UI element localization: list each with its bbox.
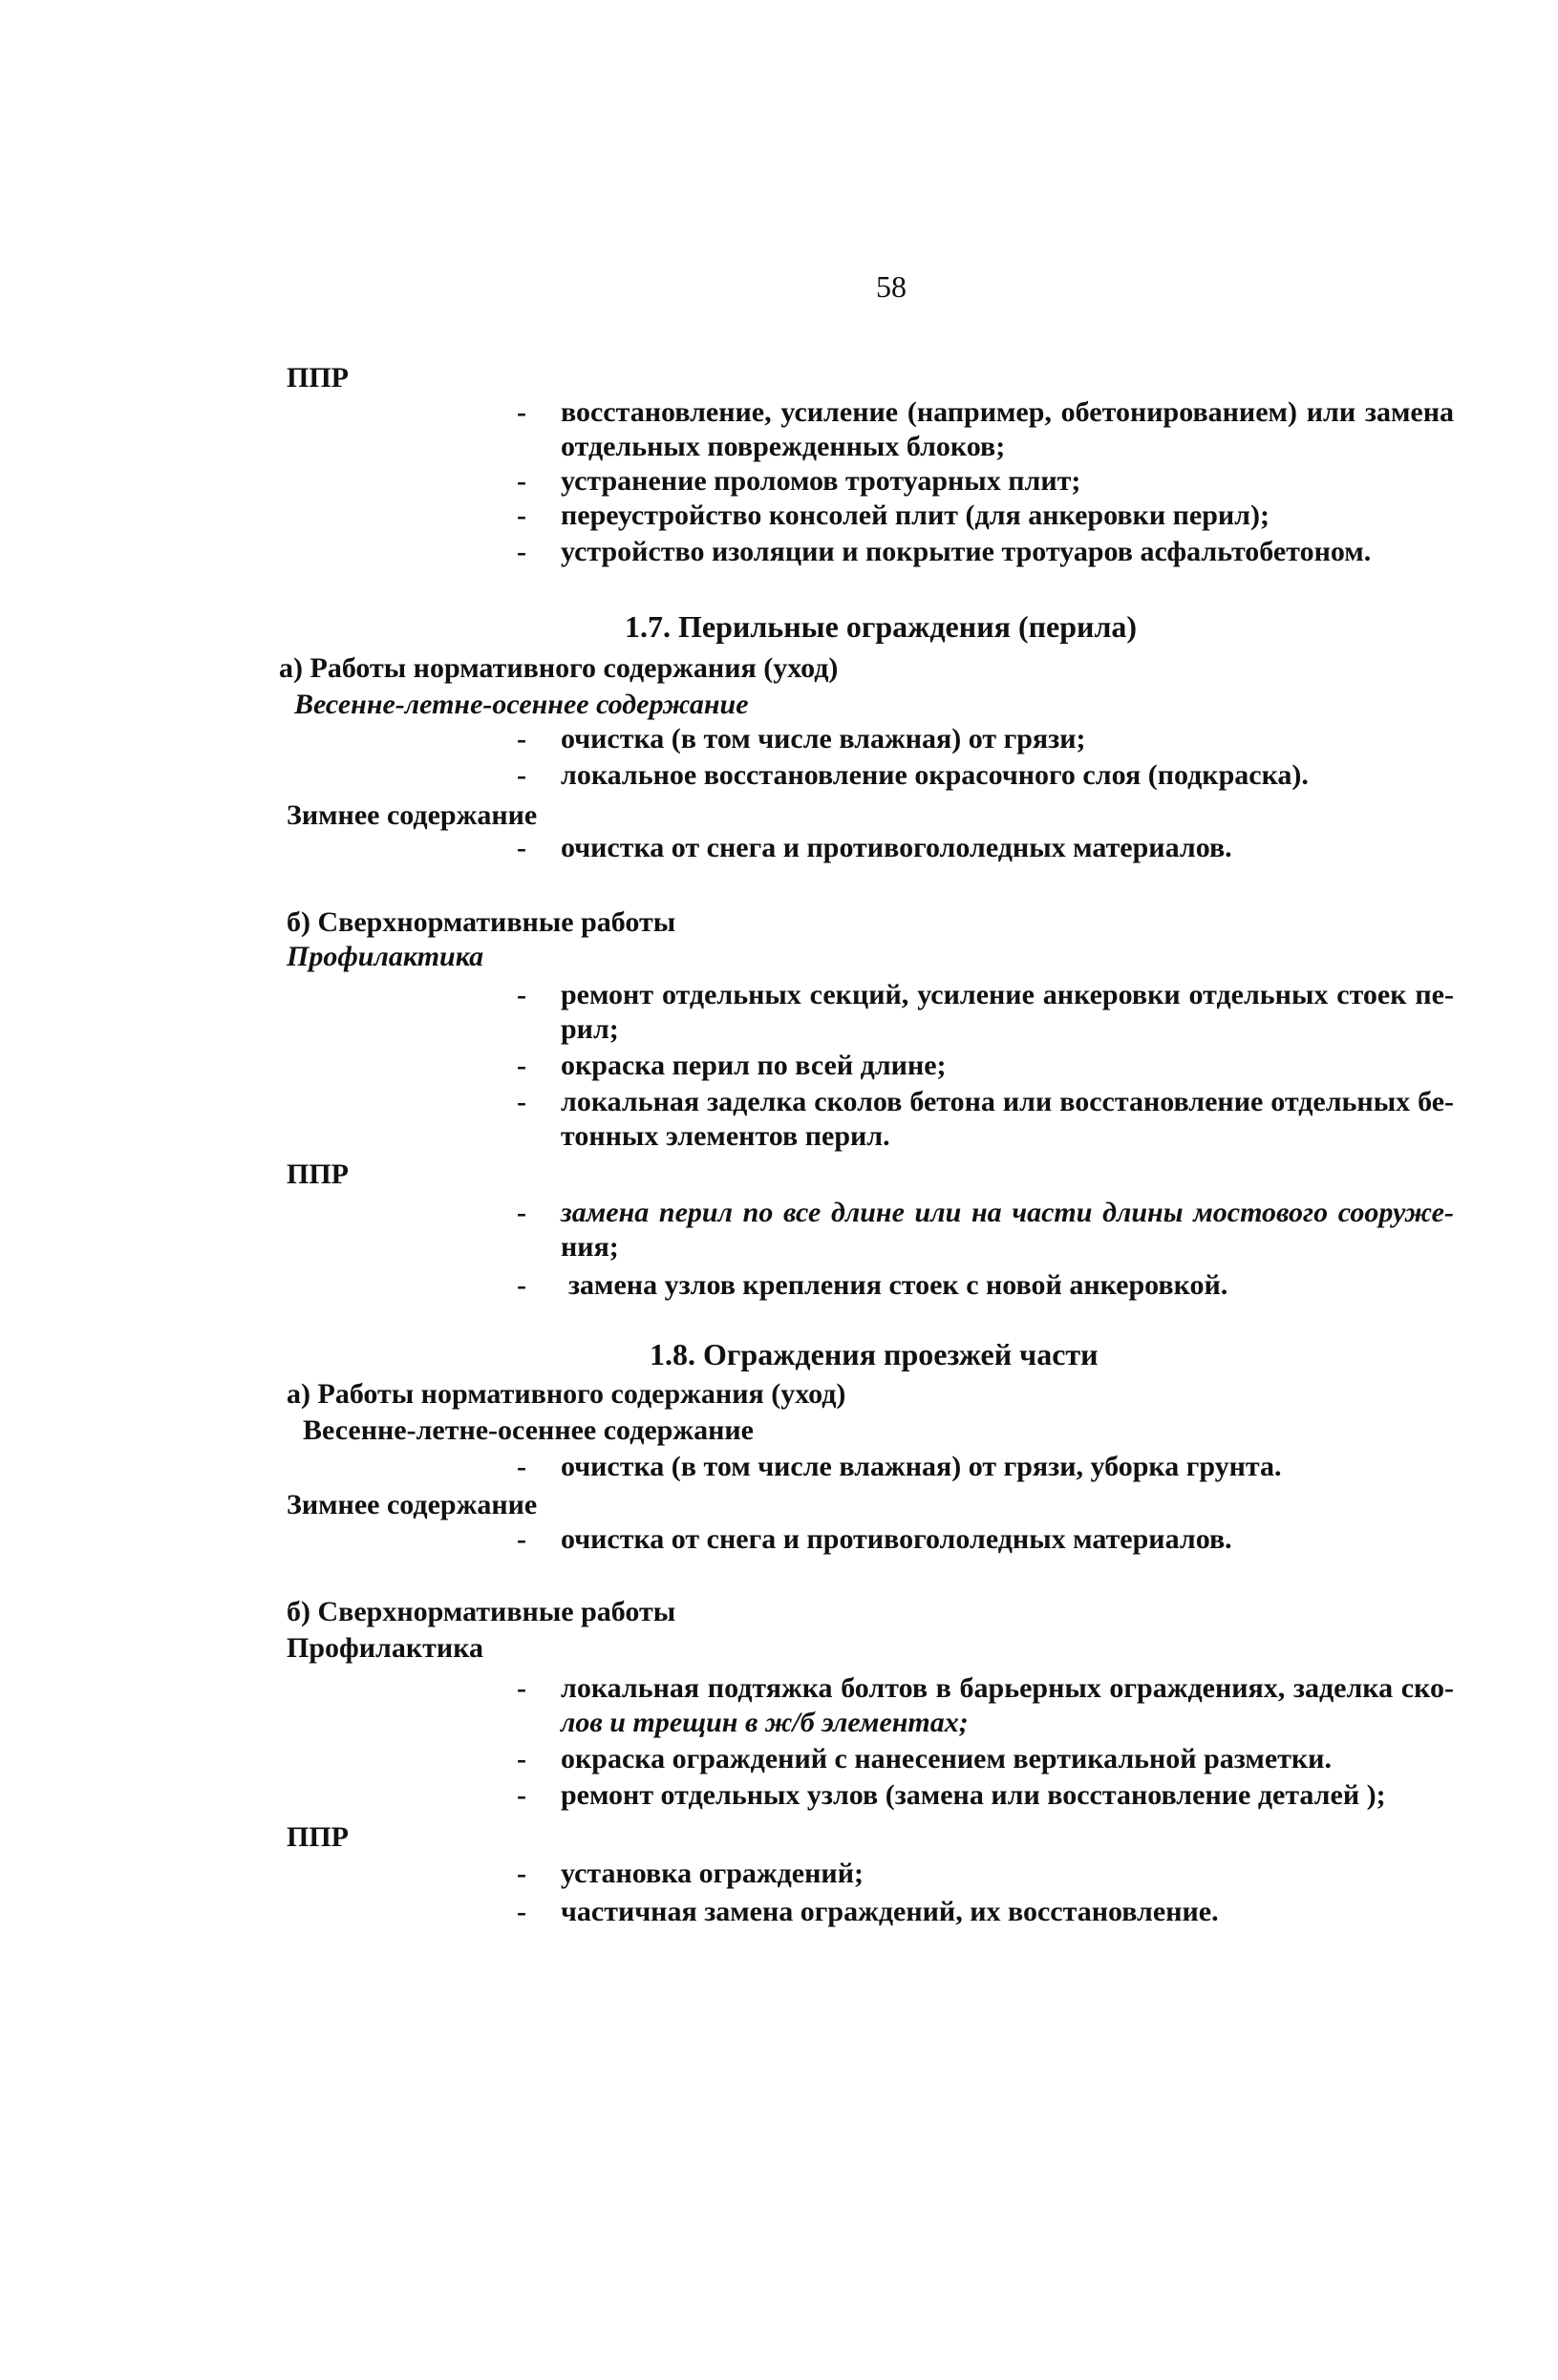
list-dash: - — [517, 1743, 526, 1774]
list-item-s17-spring-1: очистка (в том числе влажная) от грязи; — [561, 723, 1086, 754]
list-dash: - — [517, 1451, 526, 1482]
list-dash: - — [517, 465, 526, 497]
list-dash: - — [517, 979, 526, 1010]
winter-label-s17: Зимнее содержание — [287, 799, 538, 831]
list-item-s17-prof-3-line1: локальная заделка сколов бетона или восстановление отдельных бе- — [561, 1086, 1454, 1117]
section-title-1-7: 1.7. Перильные ограждения (перила) — [625, 609, 1138, 644]
list-item-s17-prof-1-line1: ремонт отдельных секций, усиление анкеровки отдельных стоек пе- — [561, 979, 1454, 1010]
list-dash: - — [517, 1197, 526, 1228]
list-item-s17-winter-1: очистка от снега и противогололедных материалов. — [561, 832, 1232, 863]
list-item-s16-4: устройство изоляции и покрытие тротуаров асфальтобетоном. — [561, 536, 1372, 567]
list-item-s18-spring-1: очистка (в том числе влажная) от грязи, уборка грунта. — [561, 1451, 1282, 1482]
list-item-s18-prof-3: ремонт отдельных узлов (замена или восстановление деталей ); — [561, 1779, 1386, 1811]
prof-label-s17: Профилактика — [287, 941, 484, 972]
list-dash: - — [517, 1858, 526, 1889]
list-item-s17-spring-2: локальное восстановление окрасочного слоя (подкраска). — [561, 759, 1309, 791]
prof-label-s18: Профилактика — [287, 1632, 484, 1664]
subsection-a-title-s18: а) Работы нормативного содержания (уход) — [287, 1378, 846, 1410]
ppr-label-s16: ППР — [287, 362, 349, 393]
list-item-s16-3: переустройство консолей плит (для анкеровки перил); — [561, 499, 1270, 531]
list-dash: - — [517, 1050, 526, 1081]
subsection-a-title-s17: а) Работы нормативного содержания (уход) — [279, 652, 839, 684]
subsection-b-title-s18: б) Сверхнормативные работы — [287, 1596, 676, 1627]
list-item-s18-prof-2: окраска ограждений с нанесением вертикальной разметки. — [561, 1743, 1332, 1774]
list-dash: - — [517, 832, 526, 863]
list-dash: - — [517, 1086, 526, 1117]
winter-label-s18: Зимнее содержание — [287, 1489, 538, 1520]
list-item-s16-1-line1: восстановление, усиление (например, обетонированием) или замена — [561, 396, 1454, 428]
list-dash: - — [517, 1896, 526, 1927]
spring-label-s18: Весенне-летне-осеннее содержание — [303, 1414, 755, 1446]
list-item-s18-prof-1-line1: локальная подтяжка болтов в барьерных ограждениях, заделка ско- — [561, 1672, 1454, 1704]
list-item-s17-ppr-2: замена узлов крепления стоек с новой анкеровкой. — [568, 1269, 1228, 1301]
list-item-s17-prof-3-line2: тонных элементов перил. — [561, 1120, 890, 1152]
page-number: 58 — [876, 269, 907, 304]
ppr-label-s18: ППР — [287, 1821, 349, 1853]
list-dash: - — [517, 1523, 526, 1555]
list-dash: - — [517, 723, 526, 754]
list-dash: - — [517, 1779, 526, 1811]
list-item-s17-prof-2: окраска перил по всей длине; — [561, 1050, 947, 1081]
list-dash: - — [517, 1269, 526, 1301]
list-dash: - — [517, 396, 526, 428]
list-item-s18-winter-1: очистка от снега и противогололедных материалов. — [561, 1523, 1232, 1555]
list-item-s18-ppr-1: установка ограждений; — [561, 1858, 864, 1889]
list-item-s16-2: устранение проломов тротуарных плит; — [561, 465, 1081, 497]
list-item-s17-ppr-1-line1: замена перил по все длине или на части длины мостового сооруже- — [561, 1197, 1454, 1228]
ppr-label-s17: ППР — [287, 1158, 349, 1190]
list-item-s18-prof-1-line2: лов и трещин в ж/б элементах; — [561, 1707, 969, 1738]
list-item-s18-ppr-2: частичная замена ограждений, их восстановление. — [561, 1896, 1219, 1927]
subsection-b-title-s17: б) Сверхнормативные работы — [287, 906, 676, 938]
list-dash: - — [517, 1672, 526, 1704]
list-dash: - — [517, 536, 526, 567]
list-dash: - — [517, 499, 526, 531]
section-title-1-8: 1.8. Ограждения проезжей части — [650, 1337, 1099, 1371]
list-dash: - — [517, 759, 526, 791]
spring-label-s17: Весенне-летне-осеннее содержание — [294, 689, 749, 720]
list-item-s17-ppr-1-line2: ния; — [561, 1231, 619, 1263]
list-item-s17-prof-1-line2: рил; — [561, 1013, 619, 1045]
list-item-s16-1-line2: отдельных поврежденных блоков; — [561, 431, 1006, 462]
